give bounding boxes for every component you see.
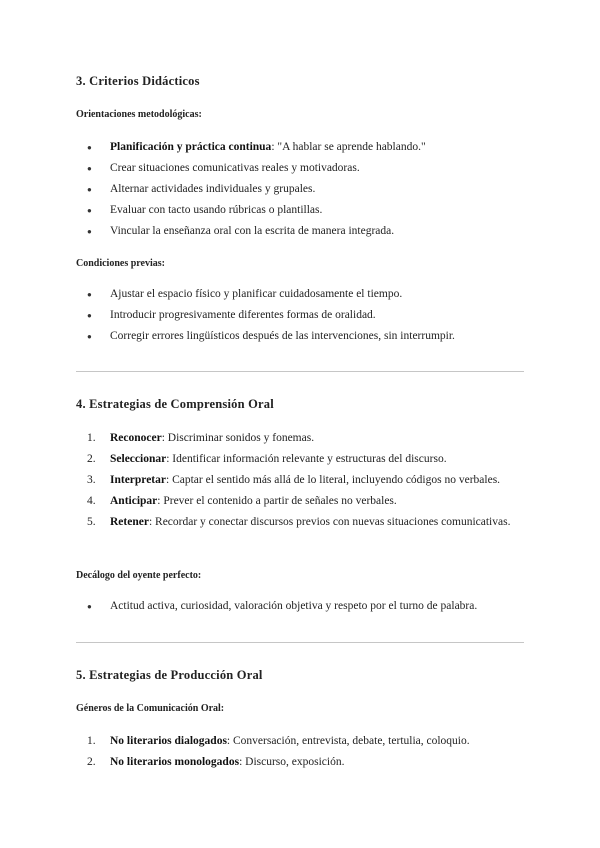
produccion-list: [76, 731, 530, 773]
list-item: ● Planificación y práctica continua: "A hablar se aprende hablando.": [76, 137, 530, 158]
list-item: ● Alternar actividades individuales y grupales.: [76, 179, 530, 200]
section-4-title: 4. Estrategias de Comprensión Oral: [76, 397, 274, 411]
list-item: ● Corregir errores lingüísticos después de las intervenciones, sin interrumpir.: [76, 326, 530, 347]
list-item: 2. Seleccionar: Identificar información relevante y estructuras del discurso.: [87, 453, 447, 465]
section-divider: [76, 371, 524, 372]
section-3-subheading-condiciones: Condiciones previas:: [76, 258, 165, 269]
list-item: ● Actitud activa, curiosidad, valoración objetiva y respeto por el turno de palabra.: [76, 596, 530, 617]
list-item: ● Evaluar con tacto usando rúbricas o plantillas.: [76, 200, 530, 221]
list-item: 5. Retener: Recordar y conectar discursos previos con nuevas situaciones comunicativas.: [87, 516, 511, 528]
decalogo-list: [76, 596, 530, 617]
list-item: ● Introducir progresivamente diferentes formas de oralidad.: [76, 305, 530, 326]
list-item: ● Crear situaciones comunicativas reales y motivadoras.: [76, 158, 530, 179]
condiciones-list: [76, 284, 530, 347]
section-4-subheading-decalogo: Decálogo del oyente perfecto:: [76, 570, 202, 581]
list-item: 1. Reconocer: Discriminar sonidos y fonemas.: [87, 432, 315, 444]
orientaciones-list: [76, 137, 530, 242]
section-3-subheading-orientaciones: Orientaciones metodológicas:: [76, 109, 202, 120]
comprension-list: [76, 428, 530, 533]
section-3-title: 3. Criterios Didácticos: [76, 74, 200, 88]
list-item: 1. No literarios dialogados: Conversación, entrevista, debate, tertulia, coloquio.: [87, 735, 470, 747]
list-item: 2. No literarios monologados: Discurso, exposición.: [87, 756, 345, 768]
section-divider: [76, 642, 524, 643]
list-item: 4. Anticipar: Prever el contenido a partir de señales no verbales.: [87, 495, 397, 507]
list-item: 3. Interpretar: Captar el sentido más allá de lo literal, incluyendo códigos no verbales.: [87, 474, 501, 486]
section-5-title: 5. Estrategias de Producción Oral: [76, 668, 263, 682]
section-5-subheading-generos: Géneros de la Comunicación Oral:: [76, 703, 225, 714]
list-item: ● Vincular la enseñanza oral con la escrita de manera integrada.: [76, 221, 530, 242]
list-item: ● Ajustar el espacio físico y planificar cuidadosamente el tiempo.: [76, 284, 530, 305]
